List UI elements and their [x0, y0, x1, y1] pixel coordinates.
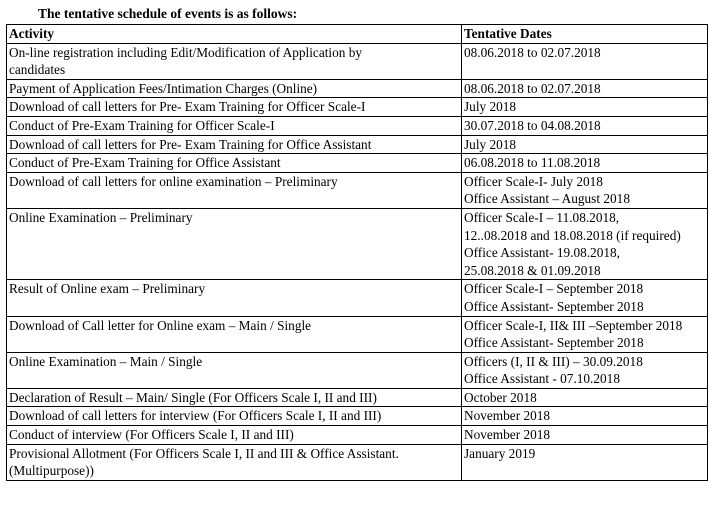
date-text: 12..08.2018 and 18.08.2018 (if required) [464, 227, 681, 243]
schedule-table [6, 24, 708, 481]
activity-cell [7, 352, 462, 388]
date-text: November 2018 [464, 408, 551, 424]
date-text: January 2019 [464, 445, 536, 461]
tentative-date-cell [462, 388, 708, 407]
activity-text: Download of call letters for interview (For Officers Scale I, II and III) [9, 408, 382, 424]
tentative-date-cell [462, 154, 708, 173]
tentative-date-cell [462, 43, 708, 79]
tentative-date-cell [462, 426, 708, 445]
activity-cell [7, 280, 462, 316]
date-text: Office Assistant- 19.08.2018, [464, 245, 620, 261]
header-activity: Activity [7, 25, 462, 44]
activity-text: Download of Call letter for Online exam – Main / Single [9, 317, 312, 333]
table-row [7, 135, 708, 154]
activity-text: Online Examination – Preliminary [9, 209, 193, 225]
activity-text: Conduct of interview (For Officers Scale I, II and III) [9, 427, 294, 443]
activity-cell [7, 116, 462, 135]
tentative-date-cell [462, 79, 708, 98]
date-text: Office Assistant - 07.10.2018 [464, 371, 620, 387]
header-tentative-dates: Tentative Dates [462, 25, 708, 44]
table-row [7, 116, 708, 135]
activity-text: Download of call letters for online examination – Preliminary [9, 173, 338, 189]
activity-text: (Multipurpose)) [9, 463, 94, 479]
date-text: 25.08.2018 & 01.09.2018 [464, 262, 601, 278]
tentative-date-cell [462, 352, 708, 388]
date-text: 06.08.2018 to 11.08.2018 [464, 155, 601, 171]
table-body [7, 43, 708, 480]
table-row [7, 280, 708, 316]
tentative-date-cell [462, 316, 708, 352]
activity-text: candidates [9, 62, 66, 78]
activity-cell [7, 444, 462, 480]
activity-text: Download of call letters for Pre- Exam Training for Office Assistant [9, 136, 372, 152]
table-row [7, 43, 708, 79]
table-row [7, 154, 708, 173]
table-row [7, 352, 708, 388]
activity-text: Conduct of Pre-Exam Training for Office Assistant [9, 155, 281, 171]
activity-cell [7, 154, 462, 173]
table-row [7, 444, 708, 480]
table-row [7, 426, 708, 445]
date-text: Officer Scale-I- July 2018 [464, 173, 603, 189]
date-text: July 2018 [464, 136, 517, 152]
activity-cell [7, 208, 462, 279]
date-text: 08.06.2018 to 02.07.2018 [464, 44, 601, 60]
table-row [7, 388, 708, 407]
date-text: Officer Scale-I, II& III –September 2018 [464, 317, 683, 333]
table-row [7, 407, 708, 426]
date-text: Office Assistant- September 2018 [464, 335, 644, 351]
activity-cell [7, 172, 462, 208]
tentative-date-cell [462, 444, 708, 480]
activity-text: Conduct of Pre-Exam Training for Officer Scale-I [9, 117, 275, 133]
activity-text: Payment of Application Fees/Intimation Charges (Online) [9, 80, 318, 96]
table-row [7, 172, 708, 208]
activity-cell [7, 79, 462, 98]
tentative-date-cell [462, 98, 708, 117]
activity-text: Result of Online exam – Preliminary [9, 281, 206, 297]
date-text: 08.06.2018 to 02.07.2018 [464, 80, 601, 96]
activity-cell [7, 316, 462, 352]
activity-text: On-line registration including Edit/Modification of Application by [9, 44, 363, 60]
table-row [7, 79, 708, 98]
table-row [7, 316, 708, 352]
activity-text: Download of call letters for Pre- Exam Training for Officer Scale-I [9, 99, 366, 115]
table-row [7, 208, 708, 279]
tentative-date-cell [462, 280, 708, 316]
table-header-row [7, 25, 708, 44]
schedule-heading: The tentative schedule of events is as follows: [38, 6, 298, 21]
activity-cell [7, 43, 462, 79]
date-text: Officer Scale-I – September 2018 [464, 281, 644, 297]
date-text: July 2018 [464, 99, 517, 115]
tentative-date-cell [462, 116, 708, 135]
tentative-date-cell [462, 407, 708, 426]
tentative-date-cell [462, 135, 708, 154]
activity-text: Provisional Allotment (For Officers Scale I, II and III & Office Assistant. [9, 445, 399, 461]
table-row [7, 98, 708, 117]
date-text: Officers (I, II & III) – 30.09.2018 [464, 353, 643, 369]
activity-cell [7, 388, 462, 407]
activity-cell [7, 426, 462, 445]
date-text: November 2018 [464, 427, 551, 443]
date-text: Office Assistant- September 2018 [464, 298, 644, 314]
date-text: 30.07.2018 to 04.08.2018 [464, 117, 601, 133]
tentative-date-cell [462, 172, 708, 208]
date-text: Office Assistant – August 2018 [464, 191, 630, 207]
activity-text: Online Examination – Main / Single [9, 353, 203, 369]
activity-cell [7, 98, 462, 117]
activity-cell [7, 135, 462, 154]
activity-cell [7, 407, 462, 426]
activity-text: Declaration of Result – Main/ Single (For Officers Scale I, II and III) [9, 389, 377, 405]
date-text: October 2018 [464, 389, 537, 405]
date-text: Officer Scale-I – 11.08.2018, [464, 209, 620, 225]
tentative-date-cell [462, 208, 708, 279]
